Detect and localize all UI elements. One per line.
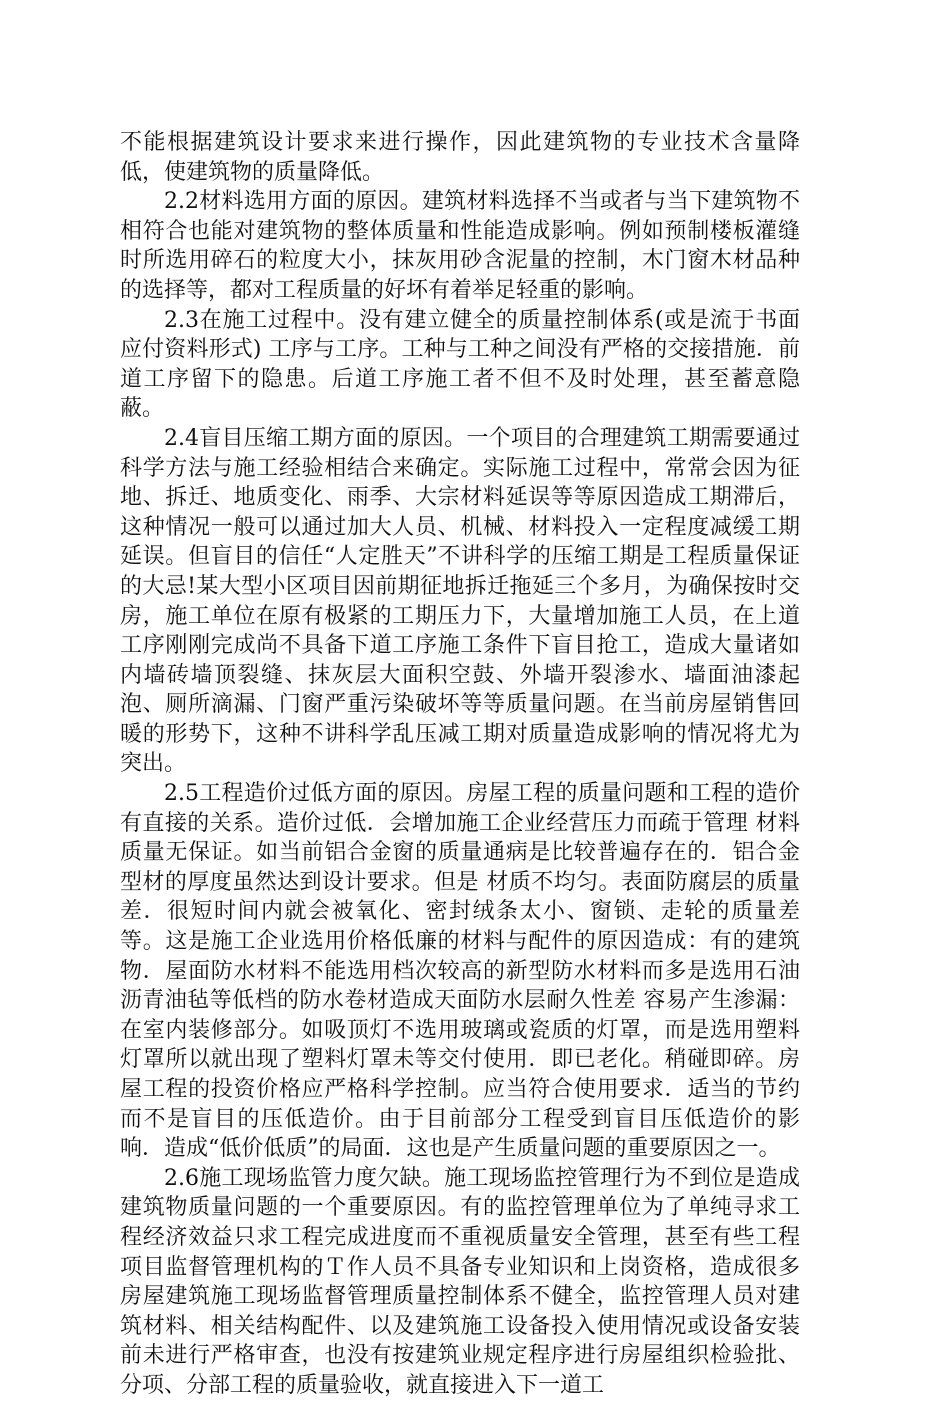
paragraph-2-2 bbox=[120, 187, 800, 305]
paragraph-text: 在施工过程中。没有建立健全的质量控制体系(或是流于书面应付资料形式) 工序与工序。工种与工种之间没有严格的交接措施．前道工序留下的隐患。后道工序施工者不但不及时处理，甚至蓄意隐蔽。 bbox=[120, 307, 800, 422]
section-number: 2.3 bbox=[164, 307, 199, 333]
paragraph-2-3 bbox=[120, 306, 800, 424]
paragraph-text: 盲目压缩工期方面的原因。一个项目的合理建筑工期需要通过科学方法与施工经验相结合来确定。实际施工过程中，常常会因为征地、拆迁、地质变化、雨季、大宗材料延误等等原因造成工期滞后，这种情况一般可以通过加大人员、机械、材料投入一定程度减缓工期延误。但盲目的信任“人定胜天”不讲科学的压缩工期是工程质量保证的大忌!某大型小区项目因前期征地拆迁拖延三个多月，为确保按时交房，施工单位在原有极紧的工期压力下，大量增加施工人员，在上道工序刚刚完成尚不具备下道工序施工条件下盲目抢工，造成大量诸如内墙砖墙顶裂缝、抹灰层大面积空鼓、外墙开裂渗水、墙面油漆起泡、厕所滴漏、门窗严重污染破坏等等质量问题。在当前房屋销售回暖的形势下，这种不讲科学乱压减工期对质量造成影响的情况将尤为突出。 bbox=[120, 425, 800, 777]
paragraph-text: 材料选用方面的原因。建筑材料选择不当或者与当下建筑物不相符合也能对建筑物的整体质量和性能造成影响。例如预制楼板灌缝时所选用碎石的粒度大小，抹灰用砂含泥量的控制，木门窗木材品种的选择等，都对工程质量的好坏有着举足轻重的影响。 bbox=[120, 189, 800, 303]
section-number: 2.4 bbox=[164, 425, 199, 451]
paragraph-text: 不能根据建筑设计要求来进行操作，因此建筑物的专业技术含量降低，使建筑物的质量降低。 bbox=[120, 130, 800, 185]
section-number: 2.2 bbox=[164, 189, 199, 215]
paragraph-2-6 bbox=[120, 1164, 800, 1401]
document-page bbox=[120, 128, 800, 1401]
paragraph-2-5 bbox=[120, 779, 800, 1164]
section-number: 2.5 bbox=[164, 781, 199, 807]
paragraph-continuation bbox=[120, 128, 800, 187]
paragraph-2-4 bbox=[120, 424, 800, 779]
paragraph-text: 工程造价过低方面的原因。房屋工程的质量问题和工程的造价有直接的关系。造价过低．会增加施工企业经营压力而疏于管理 材料质量无保证。如当前铝合金窗的质量通病是比较普遍存在的．铝合金型材的厚度虽然达到设计要求。但是 材质不均匀。表面防腐层的质量差．很短时间内就会被氧化、密封绒条太小、窗锁、走轮的质量差等。这是施工企业选用价格低廉的材料与配件的原因造成：有的建筑物．屋面防水材料不能选用档次较高的新型防水材料而多是选用石油沥青油毡等低档的防水卷材造成天面防水层耐久性差 容易产生渗漏：在室内装修部分。如吸顶灯不选用玻璃或瓷质的灯罩，而是选用塑料灯罩所以就出现了塑料灯罩未等交付使用．即已老化。稍碰即碎。房屋工程的投资价格应严格科学控制。应当符合使用要求．适当的节约而不是盲目的压低造价。由于目前部分工程受到盲目压低造价的影响．造成“低价低质”的局面．这也是产生质量问题的重要原因之一。 bbox=[120, 781, 800, 1162]
paragraph-text: 施工现场监管力度欠缺。施工现场监控管理行为不到位是造成建筑物质量问题的一个重要原因。有的监控管理单位为了单纯寻求工程经济效益只求工程完成进度而不重视质量安全管理，甚至有些工程项目监督管理机构的Ｔ作人员不具备专业知识和上岗资格，造成很多房屋建筑施工现场监督管理质量控制体系不健全，监控管理人员对建筑材料、相关结构配件、以及建筑施工设备投入使用情况或设备安装前未进行严格审查，也没有按建筑业规定程序进行房屋组织检验批、分项、分部工程的质量验收，就直接进入下一道工 bbox=[120, 1165, 800, 1398]
section-number: 2.6 bbox=[164, 1165, 199, 1191]
